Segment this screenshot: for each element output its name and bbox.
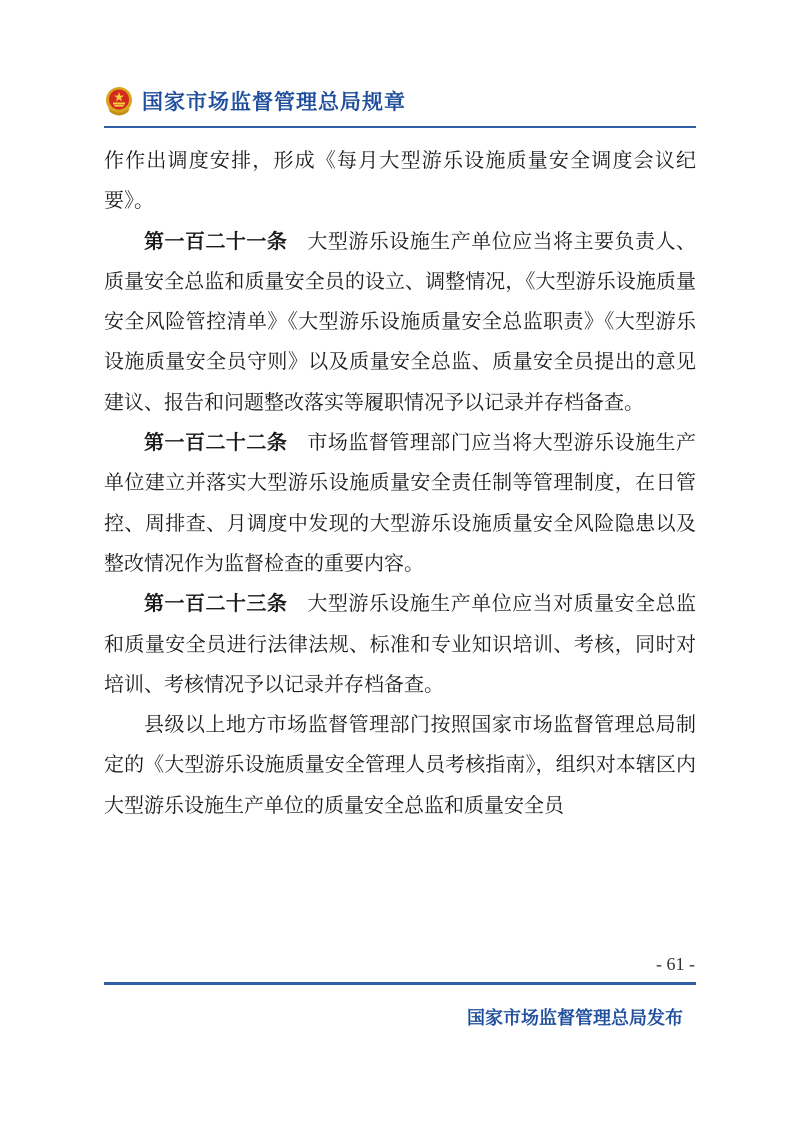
paragraph: [104, 422, 696, 583]
paragraph: [104, 583, 696, 704]
paragraph-text: 作作出调度安排，形成《每月大型游乐设施质量安全调度会议纪要》。: [104, 148, 696, 213]
paragraph-text: 大型游乐设施生产单位应当将主要负责人、质量安全总监和质量安全员的设立、调整情况，《大型游乐设施质量安全风险管控清单》《大型游乐设施质量安全总监职责》《大型游乐设施质量安全员守则》以及质量安全总监、质量安全员提出的意见建议、报告和问题整改落实等履职情况予以记录并存档备查。: [104, 228, 697, 414]
paragraph-text: 县级以上地方市场监督管理部门按照国家市场监督管理总局制定的《大型游乐设施质量安全管理人员考核指南》，组织对本辖区内大型游乐设施生产单位的质量安全总监和质量安全员: [104, 712, 696, 817]
national-emblem-icon: [104, 86, 134, 116]
page-number: - 61 -: [656, 954, 695, 974]
paragraph: [104, 140, 696, 221]
header-divider: [104, 126, 696, 128]
header-title: 国家市场监督管理总局规章: [142, 90, 406, 114]
paragraph-text: 市场监督管理部门应当将大型游乐设施生产单位建立并落实大型游乐设施质量安全责任制等管理制度，在日管控、周排查、月调度中发现的大型游乐设施质量安全风险隐患以及整改情况作为监督检查的重要内容。: [104, 430, 697, 575]
paragraph: [104, 221, 696, 422]
article-title: 第一百二十一条: [144, 228, 288, 253]
document-body: [104, 140, 696, 825]
paragraph: [104, 704, 696, 825]
page-header: [104, 84, 406, 118]
footer-divider: [104, 982, 696, 985]
article-title: 第一百二十三条: [144, 591, 288, 616]
article-title: 第一百二十二条: [144, 430, 288, 455]
footer-publisher: 国家市场监督管理总局发布: [467, 1008, 683, 1029]
paragraph-text: 大型游乐设施生产单位应当对质量安全总监和质量安全员进行法律法规、标准和专业知识培训、考核，同时对培训、考核情况予以记录并存档备查。: [104, 591, 697, 696]
